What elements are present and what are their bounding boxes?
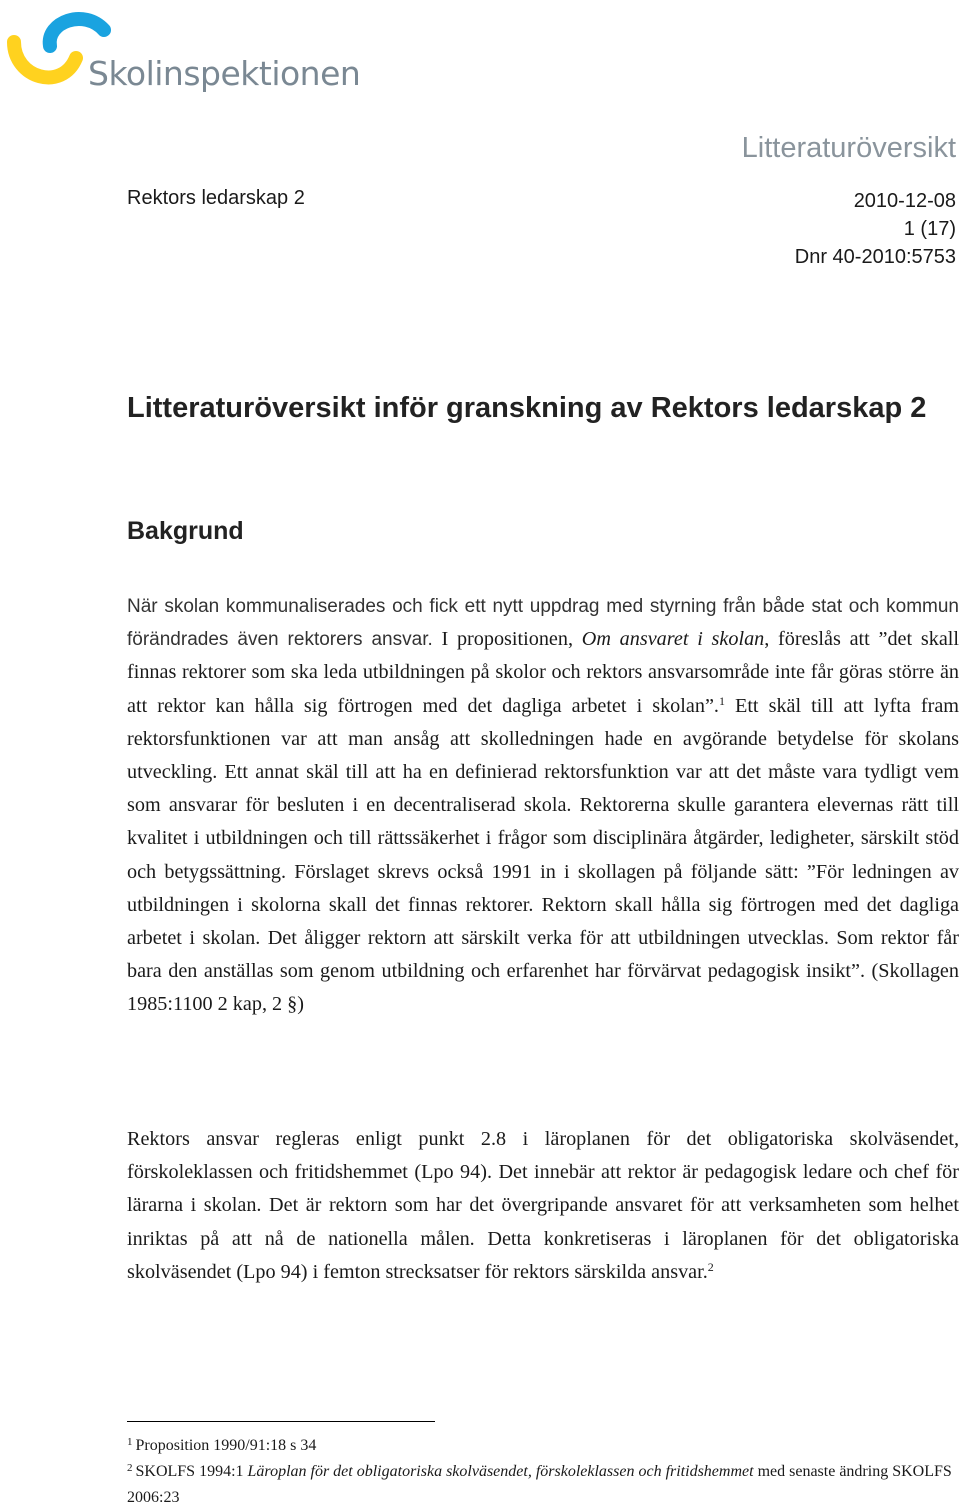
document-meta: [795, 187, 956, 271]
paragraph-responsibility: [127, 1123, 959, 1289]
footnote-ref[interactable]: 1: [718, 693, 725, 708]
document-type: Litteraturöversikt: [741, 132, 956, 164]
paragraph-intro-text: När skolan kommunaliserades och fick ett nytt uppdrag med styrning från både stat och kommun förändrades även rektorers ansvar.: [127, 596, 959, 651]
footnote-text: Proposition 1990/91:18 s 34: [135, 1437, 317, 1454]
footnote-ref[interactable]: 2: [707, 1259, 714, 1274]
paragraph-background: [127, 590, 959, 1022]
footnote-text: med senaste ändring SKOLFS 2006:23: [127, 1463, 952, 1506]
footnote-1: [127, 1433, 959, 1459]
footnote-number: 2: [127, 1462, 133, 1474]
skolinspektionen-logo: [6, 8, 361, 98]
paragraph-text: , föreslås att ”det skall finnas rektorer som ska leda utbildningen på skolor och rektors ansvarsområde inte får göras större än att rektor kan hålla sig förtrogen med det dagliga arbetet i skolan”.: [127, 628, 959, 717]
proposition-title: Om ansvaret i skolan: [581, 628, 765, 651]
logo-wordmark: Skolinspektionen: [88, 54, 361, 93]
footnote-curriculum-title: Läroplan för det obligatoriska skolväsendet, förskoleklassen och fritidshemmet: [247, 1463, 754, 1480]
footnote-separator: [127, 1421, 435, 1422]
page-number: 1 (17): [903, 218, 956, 240]
document-subject: Rektors ledarskap 2: [127, 187, 305, 209]
footnote-2: [127, 1459, 959, 1511]
footnote-number: 1: [127, 1436, 133, 1448]
paragraph-text: Ett skäl till att lyfta fram rektorsfunktionen var att man ansåg att skolledningen hade en avgörande betydelse för skolans utveckling. Ett annat skäl till att ha en definierad rektorsfunktion var att det måste vara tydligt vem som ansvarar för besluten i en decentraliserad skola. Rektorerna skulle garantera elevernas rätt till kvalitet i utbildningen och till rättssäkerhet i frågor som disciplinära åtgärder, ledigheter, särskilt stöd och betygssättning. Förslaget skrevs också 1991 in i skollagen på följande sätt: ”För ledningen av utbildningen i skolorna skall det finnas rektorer. Rektorn skall hålla sig förtrogen med det dagliga arbetet i skolan. Det åligger rektorn att särskilt verka för att utbildningen utvecklas. Som rektor får bara den anställas som genom utbildning och erfarenhet har förvärvat pedagogisk insikt”. (Skollagen 1985:1100 2 kap, 2 §): [127, 694, 959, 1016]
paragraph-text: I propositionen,: [432, 628, 582, 651]
page-title: Litteraturöversikt inför granskning av Rektors ledarskap 2: [127, 392, 927, 424]
paragraph-text: Rektors ansvar regleras enligt punkt 2.8 i läroplanen för det obligatoriska skolväsendet, förskoleklassen och fritidshemmet (Lpo 94). Det innebär att rektor är pedagogisk ledare och chef för lärarna i skolan. Det är rektorn som har det övergripande ansvaret för att verksamheten som helhet inriktas på att nå de nationella målen. Detta konkretiseras i läroplanen för det obligatoriska skolväsendet (Lpo 94) i femton strecksatser för rektors särskilda ansvar.: [127, 1128, 959, 1283]
document-date: 2010-12-08: [853, 190, 956, 212]
registration-number: Dnr 40-2010:5753: [794, 246, 956, 268]
section-heading: Bakgrund: [127, 517, 244, 545]
footnote-text: SKOLFS 1994:1: [135, 1463, 248, 1480]
